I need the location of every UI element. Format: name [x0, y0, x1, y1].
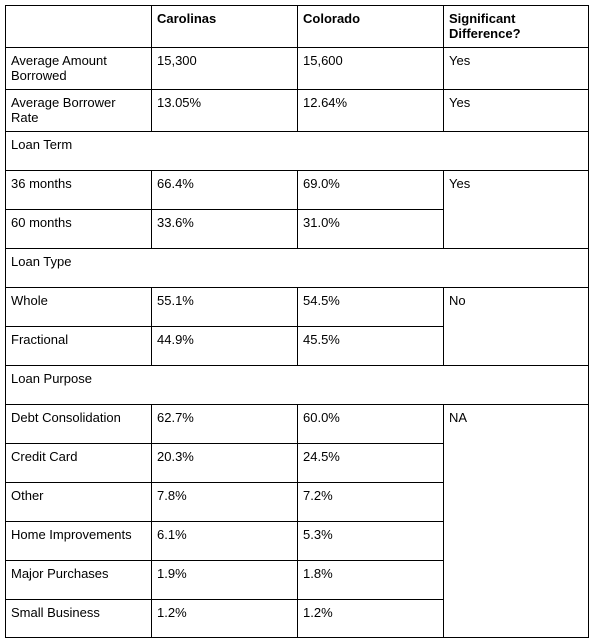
colorado-value: 5.3%	[298, 522, 444, 561]
header-row	[6, 6, 589, 48]
carolinas-value: 44.9%	[152, 327, 298, 366]
carolinas-value: 15,300	[152, 48, 298, 90]
significance-value: No	[444, 288, 589, 366]
colorado-value: 15,600	[298, 48, 444, 90]
row-label: Whole	[6, 288, 152, 327]
table-row	[6, 171, 589, 210]
row-label: Fractional	[6, 327, 152, 366]
colorado-value: 69.0%	[298, 171, 444, 210]
header-cell-carolinas: Carolinas	[152, 6, 298, 48]
row-label: Credit Card	[6, 444, 152, 483]
row-label: Home Improvements	[6, 522, 152, 561]
significance-value: Yes	[444, 48, 589, 90]
row-label: 60 months	[6, 210, 152, 249]
table-row	[6, 288, 589, 327]
section-header-loan-type	[6, 249, 589, 288]
colorado-value: 24.5%	[298, 444, 444, 483]
header-cell-empty	[6, 6, 152, 48]
colorado-value: 7.2%	[298, 483, 444, 522]
table-row	[6, 90, 589, 132]
carolinas-value: 13.05%	[152, 90, 298, 132]
section-title: Loan Term	[6, 132, 589, 171]
row-label: Major Purchases	[6, 561, 152, 600]
row-label: Debt Consolidation	[6, 405, 152, 444]
carolinas-value: 6.1%	[152, 522, 298, 561]
row-label: Average Borrower Rate	[6, 90, 152, 132]
carolinas-value: 55.1%	[152, 288, 298, 327]
comparison-table	[5, 5, 589, 638]
carolinas-value: 20.3%	[152, 444, 298, 483]
carolinas-value: 66.4%	[152, 171, 298, 210]
carolinas-value: 1.2%	[152, 600, 298, 638]
significance-value: Yes	[444, 90, 589, 132]
colorado-value: 45.5%	[298, 327, 444, 366]
row-label: Other	[6, 483, 152, 522]
table-row	[6, 48, 589, 90]
section-header-loan-purpose	[6, 366, 589, 405]
row-label: Small Business	[6, 600, 152, 638]
carolinas-value: 1.9%	[152, 561, 298, 600]
carolinas-value: 33.6%	[152, 210, 298, 249]
colorado-value: 31.0%	[298, 210, 444, 249]
carolinas-value: 62.7%	[152, 405, 298, 444]
colorado-value: 12.64%	[298, 90, 444, 132]
section-header-loan-term	[6, 132, 589, 171]
colorado-value: 54.5%	[298, 288, 444, 327]
table-row	[6, 405, 589, 444]
colorado-value: 1.8%	[298, 561, 444, 600]
significance-value: NA	[444, 405, 589, 638]
row-label: 36 months	[6, 171, 152, 210]
colorado-value: 1.2%	[298, 600, 444, 638]
colorado-value: 60.0%	[298, 405, 444, 444]
carolinas-value: 7.8%	[152, 483, 298, 522]
significance-value: Yes	[444, 171, 589, 249]
section-title: Loan Type	[6, 249, 589, 288]
header-cell-significant: Significant Difference?	[444, 6, 589, 48]
row-label: Average Amount Borrowed	[6, 48, 152, 90]
header-cell-colorado: Colorado	[298, 6, 444, 48]
section-title: Loan Purpose	[6, 366, 589, 405]
